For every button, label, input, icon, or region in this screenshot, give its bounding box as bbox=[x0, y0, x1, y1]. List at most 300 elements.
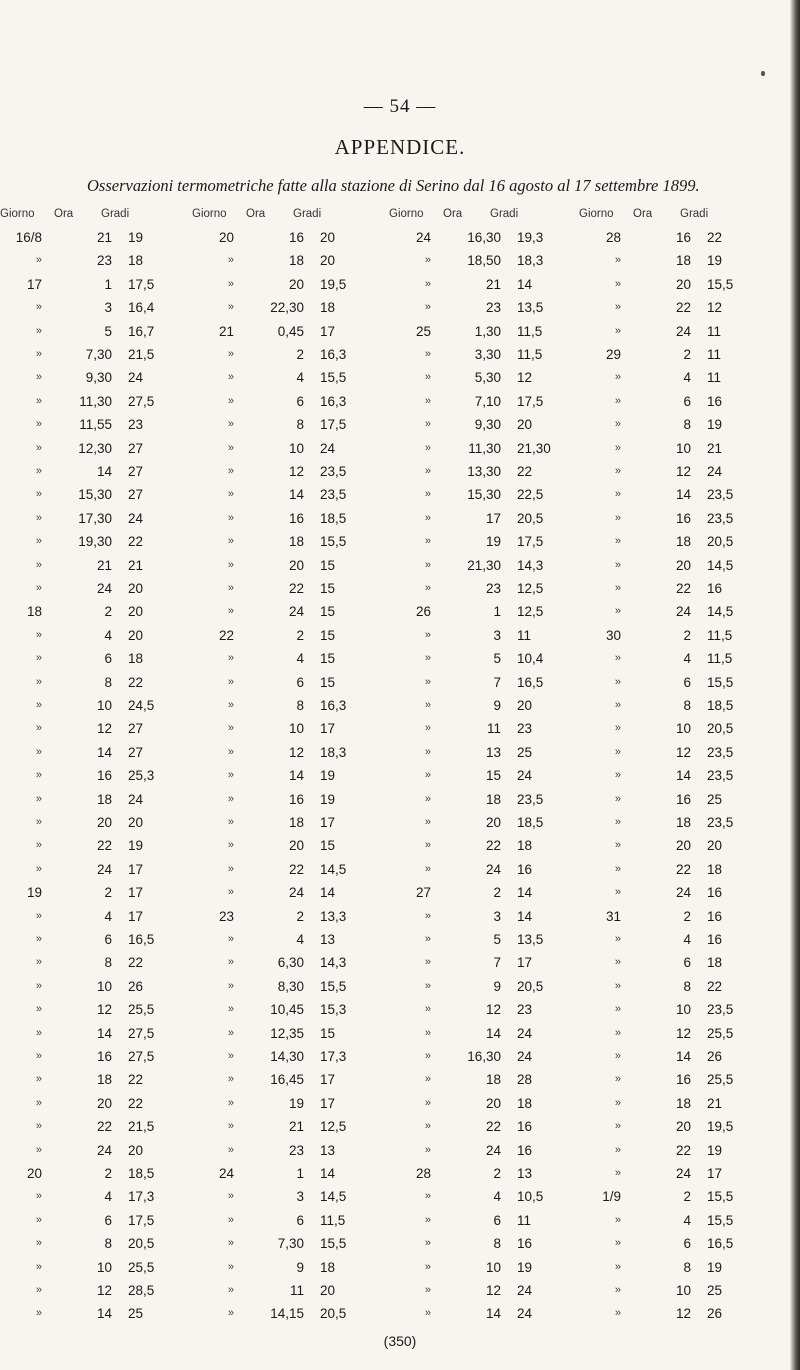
ditto-mark: » bbox=[227, 254, 234, 267]
column-header: Gradi bbox=[490, 208, 519, 220]
hour-cell: 21 bbox=[288, 1119, 304, 1135]
table-row bbox=[200, 370, 380, 394]
hour-cell: 8 bbox=[296, 698, 304, 713]
ditto-mark: » bbox=[35, 933, 42, 945]
hour-cell: 12 bbox=[288, 744, 304, 760]
degrees-cell: 14,3 bbox=[320, 955, 347, 971]
hour-cell: 21 bbox=[96, 557, 112, 573]
ditto-mark: » bbox=[424, 418, 431, 431]
table-row bbox=[587, 1072, 767, 1096]
degrees-cell: 24 bbox=[707, 464, 723, 479]
ditto-mark: » bbox=[227, 933, 234, 945]
hour-cell: 14 bbox=[288, 768, 304, 784]
hour-cell: 4 bbox=[683, 651, 691, 667]
hour-cell: 1 bbox=[104, 276, 112, 292]
degrees-cell: 18,5 bbox=[128, 1166, 155, 1181]
ditto-mark: » bbox=[227, 675, 234, 688]
ink-speck bbox=[761, 71, 765, 76]
table-row bbox=[397, 417, 577, 441]
degrees-cell: 27,5 bbox=[128, 1025, 155, 1041]
hour-cell: 20 bbox=[675, 838, 691, 854]
degrees-cell: 21 bbox=[128, 557, 144, 573]
degrees-cell: 16 bbox=[517, 1119, 533, 1135]
ditto-mark: » bbox=[227, 488, 234, 501]
ditto-mark: » bbox=[424, 792, 431, 805]
degrees-cell: 14 bbox=[517, 276, 533, 292]
ditto-mark: » bbox=[227, 558, 234, 571]
table-row bbox=[397, 862, 577, 886]
degrees-cell: 17 bbox=[128, 861, 144, 877]
hour-cell: 18 bbox=[675, 534, 691, 550]
hour-cell: 9 bbox=[493, 978, 501, 994]
hour-cell: 12 bbox=[288, 464, 304, 479]
hour-cell: 20 bbox=[675, 557, 691, 573]
ditto-mark: » bbox=[35, 488, 42, 501]
hour-cell: 21 bbox=[96, 230, 112, 245]
table-row bbox=[8, 1189, 188, 1213]
table-row bbox=[397, 604, 577, 628]
table-row bbox=[8, 1026, 188, 1050]
table-row bbox=[397, 909, 577, 933]
table-row bbox=[200, 651, 380, 675]
ditto-mark: » bbox=[424, 1307, 431, 1320]
degrees-cell: 28,5 bbox=[128, 1283, 155, 1298]
hour-cell: 14 bbox=[96, 744, 112, 760]
degrees-cell: 17,3 bbox=[320, 1049, 347, 1064]
table-row bbox=[200, 1119, 380, 1143]
hour-cell: 3 bbox=[493, 627, 501, 643]
degrees-cell: 16,3 bbox=[320, 347, 347, 362]
ditto-mark: » bbox=[227, 418, 234, 431]
ditto-mark: » bbox=[614, 862, 621, 875]
hour-cell: 16,30 bbox=[467, 1049, 501, 1064]
degrees-cell: 23,5 bbox=[707, 487, 734, 503]
table-row bbox=[8, 885, 188, 909]
table-row bbox=[200, 909, 380, 933]
ditto-mark: » bbox=[614, 465, 621, 477]
hour-cell: 18 bbox=[485, 791, 501, 807]
hour-cell: 10 bbox=[288, 440, 304, 456]
table-row bbox=[587, 511, 767, 535]
table-row bbox=[397, 534, 577, 558]
table-row bbox=[8, 1119, 188, 1143]
day-cell: 24 bbox=[415, 230, 431, 245]
hour-cell: 14,15 bbox=[270, 1306, 304, 1322]
hour-cell: 1 bbox=[296, 1166, 304, 1181]
ditto-mark: » bbox=[614, 652, 621, 665]
table-row bbox=[8, 955, 188, 979]
day-cell: 1/9 bbox=[602, 1189, 621, 1205]
hour-cell: 19,30 bbox=[78, 534, 112, 550]
ditto-mark: » bbox=[614, 582, 621, 594]
ditto-mark: » bbox=[424, 301, 431, 314]
table-row bbox=[587, 721, 767, 745]
ditto-mark: » bbox=[35, 1003, 42, 1016]
hour-cell: 16 bbox=[288, 510, 304, 526]
table-row bbox=[200, 394, 380, 418]
ditto-mark: » bbox=[614, 1096, 621, 1109]
hour-cell: 5 bbox=[493, 651, 501, 667]
hour-cell: 20 bbox=[96, 815, 112, 830]
degrees-cell: 19 bbox=[707, 1259, 723, 1275]
column-header: Giorno bbox=[192, 208, 227, 220]
degrees-cell: 15,5 bbox=[320, 370, 347, 386]
day-cell: 27 bbox=[415, 885, 431, 901]
degrees-cell: 13,3 bbox=[320, 908, 347, 924]
degrees-cell: 21 bbox=[707, 1095, 723, 1111]
ditto-mark: » bbox=[35, 979, 42, 992]
ditto-mark: » bbox=[227, 277, 234, 290]
hour-cell: 6 bbox=[683, 393, 691, 409]
ditto-mark: » bbox=[614, 886, 621, 899]
ditto-mark: » bbox=[614, 1237, 621, 1250]
table-row bbox=[200, 1049, 380, 1073]
ditto-mark: » bbox=[424, 1003, 431, 1016]
degrees-cell: 16,5 bbox=[707, 1236, 734, 1252]
ditto-mark: » bbox=[227, 1307, 234, 1320]
table-row bbox=[397, 979, 577, 1003]
ditto-mark: » bbox=[227, 1096, 234, 1109]
degrees-cell: 24 bbox=[128, 791, 144, 807]
degrees-cell: 26 bbox=[707, 1306, 723, 1322]
table-row bbox=[397, 838, 577, 862]
table-row bbox=[587, 534, 767, 558]
hour-cell: 16 bbox=[288, 791, 304, 807]
hour-cell: 10,45 bbox=[270, 1002, 304, 1018]
hour-cell: 7,10 bbox=[474, 393, 501, 409]
hour-cell: 20 bbox=[675, 276, 691, 292]
table-row bbox=[587, 932, 767, 956]
degrees-cell: 15 bbox=[320, 674, 336, 690]
degrees-cell: 16 bbox=[517, 1236, 533, 1252]
table-row bbox=[587, 1026, 767, 1050]
degrees-cell: 17,5 bbox=[128, 1212, 155, 1228]
hour-cell: 14 bbox=[96, 1306, 112, 1322]
table-row bbox=[587, 792, 767, 816]
ditto-mark: » bbox=[424, 652, 431, 665]
hour-cell: 24 bbox=[96, 581, 112, 596]
table-row bbox=[397, 394, 577, 418]
ditto-mark: » bbox=[424, 277, 431, 290]
day-cell: 20 bbox=[26, 1166, 42, 1181]
degrees-cell: 18 bbox=[707, 955, 723, 971]
ditto-mark: » bbox=[227, 792, 234, 805]
ditto-mark: » bbox=[424, 862, 431, 875]
degrees-cell: 16,5 bbox=[128, 932, 155, 947]
ditto-mark: » bbox=[35, 1260, 42, 1273]
table-row bbox=[200, 721, 380, 745]
ditto-mark: » bbox=[35, 465, 42, 477]
degrees-cell: 14,5 bbox=[320, 861, 347, 877]
table-row bbox=[587, 604, 767, 628]
hour-cell: 10 bbox=[288, 721, 304, 737]
table-row bbox=[587, 768, 767, 792]
hour-cell: 8 bbox=[296, 417, 304, 433]
ditto-mark: » bbox=[227, 839, 234, 852]
hour-cell: 4 bbox=[683, 370, 691, 386]
ditto-mark: » bbox=[35, 1237, 42, 1250]
ditto-mark: » bbox=[614, 511, 621, 524]
ditto-mark: » bbox=[424, 441, 431, 454]
degrees-cell: 23,5 bbox=[707, 744, 734, 760]
hour-cell: 16 bbox=[288, 230, 304, 245]
table-row bbox=[200, 745, 380, 769]
ditto-mark: » bbox=[424, 1190, 431, 1203]
table-row bbox=[8, 464, 188, 488]
table-row bbox=[8, 230, 188, 254]
table-row bbox=[200, 324, 380, 348]
table-row bbox=[587, 979, 767, 1003]
day-cell: 17 bbox=[26, 276, 42, 292]
ditto-mark: » bbox=[614, 371, 621, 384]
hour-cell: 11 bbox=[486, 721, 501, 737]
table-caption: Osservazioni termometriche fatte alla stazione di Serino dal 16 agosto al 17 settembre 1899. bbox=[87, 176, 700, 195]
ditto-mark: » bbox=[35, 1190, 42, 1203]
hour-cell: 13 bbox=[485, 744, 501, 760]
ditto-mark: » bbox=[227, 301, 234, 314]
hour-cell: 12 bbox=[675, 1025, 691, 1041]
hour-cell: 18 bbox=[675, 253, 691, 269]
hour-cell: 15 bbox=[485, 768, 501, 784]
degrees-cell: 15 bbox=[320, 627, 336, 643]
degrees-cell: 17,5 bbox=[320, 417, 347, 433]
hour-cell: 22 bbox=[675, 861, 691, 877]
table-row bbox=[8, 979, 188, 1003]
table-row bbox=[8, 815, 188, 839]
table-row bbox=[8, 768, 188, 792]
hour-cell: 7 bbox=[493, 674, 501, 690]
ditto-mark: » bbox=[227, 1003, 234, 1016]
hour-cell: 21,30 bbox=[467, 557, 501, 573]
ditto-mark: » bbox=[227, 1190, 234, 1203]
degrees-cell: 15,5 bbox=[707, 276, 734, 292]
ditto-mark: » bbox=[614, 394, 621, 407]
table-row bbox=[397, 1189, 577, 1213]
degrees-cell: 12,5 bbox=[517, 604, 544, 620]
degrees-cell: 22 bbox=[128, 674, 144, 690]
degrees-cell: 15,3 bbox=[320, 1002, 347, 1018]
degrees-cell: 20,5 bbox=[320, 1306, 347, 1322]
degrees-cell: 22 bbox=[128, 1072, 144, 1088]
table-row bbox=[397, 1283, 577, 1307]
hour-cell: 14 bbox=[288, 487, 304, 503]
ditto-mark: » bbox=[424, 394, 431, 407]
ditto-mark: » bbox=[227, 816, 234, 828]
table-row bbox=[587, 347, 767, 371]
hour-cell: 20 bbox=[288, 838, 304, 854]
table-row bbox=[8, 1072, 188, 1096]
degrees-cell: 19 bbox=[128, 838, 144, 854]
hour-cell: 8 bbox=[104, 674, 112, 690]
ditto-mark: » bbox=[35, 371, 42, 384]
hour-cell: 2 bbox=[104, 885, 112, 901]
degrees-cell: 19 bbox=[707, 253, 723, 269]
hour-cell: 9,30 bbox=[474, 417, 501, 433]
table-row bbox=[397, 347, 577, 371]
degrees-cell: 17 bbox=[517, 955, 533, 971]
table-row bbox=[587, 862, 767, 886]
ditto-mark: » bbox=[35, 628, 42, 641]
table-row bbox=[200, 1143, 380, 1167]
hour-cell: 6 bbox=[296, 1212, 304, 1228]
table-row bbox=[397, 721, 577, 745]
ditto-mark: » bbox=[424, 348, 431, 360]
hour-cell: 20 bbox=[288, 276, 304, 292]
ditto-mark: » bbox=[35, 1120, 42, 1133]
hour-cell: 2 bbox=[493, 885, 501, 901]
hour-cell: 3 bbox=[104, 300, 112, 316]
hour-cell: 20 bbox=[675, 1119, 691, 1135]
degrees-cell: 24 bbox=[517, 768, 533, 784]
degrees-cell: 24 bbox=[320, 440, 336, 456]
table-row bbox=[397, 1002, 577, 1026]
ditto-mark: » bbox=[614, 979, 621, 992]
table-row bbox=[587, 1306, 767, 1330]
table-row bbox=[8, 1283, 188, 1307]
degrees-cell: 11 bbox=[707, 323, 722, 339]
table-row bbox=[397, 324, 577, 348]
day-cell: 28 bbox=[605, 230, 621, 245]
degrees-cell: 18 bbox=[517, 838, 533, 854]
degrees-cell: 17 bbox=[128, 908, 144, 924]
ditto-mark: » bbox=[424, 535, 431, 548]
degrees-cell: 18,5 bbox=[320, 510, 347, 526]
hour-cell: 22 bbox=[96, 838, 112, 854]
ditto-mark: » bbox=[424, 769, 431, 782]
ditto-mark: » bbox=[424, 1260, 431, 1273]
table-row bbox=[587, 1236, 767, 1260]
ditto-mark: » bbox=[614, 301, 621, 314]
degrees-cell: 11 bbox=[517, 627, 532, 643]
degrees-cell: 18,3 bbox=[320, 744, 347, 760]
degrees-cell: 11,5 bbox=[517, 347, 543, 362]
ditto-mark: » bbox=[35, 769, 42, 782]
degrees-cell: 10,5 bbox=[517, 1189, 544, 1205]
degrees-cell: 19 bbox=[320, 768, 336, 784]
hour-cell: 2 bbox=[104, 1166, 112, 1181]
ditto-mark: » bbox=[614, 699, 621, 711]
table-row bbox=[200, 862, 380, 886]
ditto-mark: » bbox=[227, 699, 234, 711]
table-row bbox=[397, 1213, 577, 1237]
hour-cell: 16 bbox=[675, 1072, 691, 1088]
table-row bbox=[8, 1236, 188, 1260]
hour-cell: 16,30 bbox=[467, 230, 501, 245]
ditto-mark: » bbox=[424, 1284, 431, 1296]
day-cell: 16/8 bbox=[15, 230, 42, 245]
ditto-mark: » bbox=[227, 979, 234, 992]
degrees-cell: 25,5 bbox=[707, 1072, 734, 1088]
ditto-mark: » bbox=[227, 1120, 234, 1133]
table-row bbox=[587, 277, 767, 301]
hour-cell: 13,30 bbox=[467, 464, 501, 479]
hour-cell: 24 bbox=[675, 885, 691, 901]
ditto-mark: » bbox=[35, 675, 42, 688]
degrees-cell: 17 bbox=[128, 885, 144, 901]
degrees-cell: 14 bbox=[320, 1166, 336, 1181]
hour-cell: 14,30 bbox=[270, 1049, 304, 1064]
degrees-cell: 22,5 bbox=[517, 487, 544, 503]
table-row bbox=[8, 511, 188, 535]
ditto-mark: » bbox=[614, 745, 621, 758]
ditto-mark: » bbox=[614, 1120, 621, 1133]
degrees-cell: 20,5 bbox=[517, 510, 544, 526]
ditto-mark: » bbox=[424, 488, 431, 501]
degrees-cell: 11,5 bbox=[517, 323, 543, 339]
table-row bbox=[200, 604, 380, 628]
ditto-mark: » bbox=[614, 792, 621, 805]
ditto-mark: » bbox=[424, 933, 431, 945]
degrees-cell: 17 bbox=[320, 721, 336, 737]
degrees-cell: 24 bbox=[517, 1306, 533, 1322]
hour-cell: 3 bbox=[493, 908, 501, 924]
degrees-cell: 24 bbox=[517, 1283, 533, 1298]
table-row bbox=[200, 838, 380, 862]
ditto-mark: » bbox=[35, 1026, 42, 1039]
table-row bbox=[587, 1189, 767, 1213]
table-row bbox=[397, 955, 577, 979]
table-row bbox=[200, 675, 380, 699]
degrees-cell: 16 bbox=[517, 861, 533, 877]
ditto-mark: » bbox=[35, 956, 42, 969]
ditto-mark: » bbox=[35, 1307, 42, 1320]
table-row bbox=[397, 885, 577, 909]
degrees-cell: 25,5 bbox=[128, 1259, 155, 1275]
ditto-mark: » bbox=[424, 909, 431, 922]
ditto-mark: » bbox=[614, 1073, 621, 1086]
page-number: — 54 — bbox=[363, 96, 437, 117]
hour-cell: 22 bbox=[675, 581, 691, 596]
degrees-cell: 20,5 bbox=[517, 978, 544, 994]
day-cell: 30 bbox=[605, 627, 621, 643]
table-row bbox=[587, 464, 767, 488]
degrees-cell: 15,5 bbox=[320, 534, 347, 550]
hour-cell: 2 bbox=[683, 347, 691, 362]
degrees-cell: 19,5 bbox=[707, 1119, 734, 1135]
ditto-mark: » bbox=[424, 979, 431, 992]
degrees-cell: 23,5 bbox=[707, 1002, 734, 1018]
table-row bbox=[587, 815, 767, 839]
ditto-mark: » bbox=[227, 1237, 234, 1250]
hour-cell: 22 bbox=[675, 1142, 691, 1158]
day-cell: 29 bbox=[605, 347, 621, 362]
table-row bbox=[8, 675, 188, 699]
degrees-cell: 15,5 bbox=[320, 978, 347, 994]
hour-cell: 21 bbox=[485, 276, 501, 292]
degrees-cell: 21,5 bbox=[128, 347, 155, 362]
hour-cell: 24 bbox=[288, 885, 304, 901]
ditto-mark: » bbox=[35, 418, 42, 431]
table-row bbox=[200, 1096, 380, 1120]
ditto-mark: » bbox=[35, 324, 42, 337]
table-row bbox=[200, 1236, 380, 1260]
table-row bbox=[397, 1260, 577, 1284]
ditto-mark: » bbox=[424, 722, 431, 735]
hour-cell: 8 bbox=[493, 1236, 501, 1252]
table-row bbox=[200, 534, 380, 558]
hour-cell: 14 bbox=[96, 1025, 112, 1041]
table-row bbox=[200, 885, 380, 909]
hour-cell: 12 bbox=[96, 721, 112, 737]
table-row bbox=[397, 792, 577, 816]
table-row bbox=[397, 230, 577, 254]
degrees-cell: 23 bbox=[517, 721, 533, 737]
degrees-cell: 15 bbox=[320, 838, 336, 854]
degrees-cell: 17 bbox=[320, 815, 336, 830]
ditto-mark: » bbox=[614, 418, 621, 431]
table-row bbox=[8, 698, 188, 722]
table-row bbox=[8, 324, 188, 348]
